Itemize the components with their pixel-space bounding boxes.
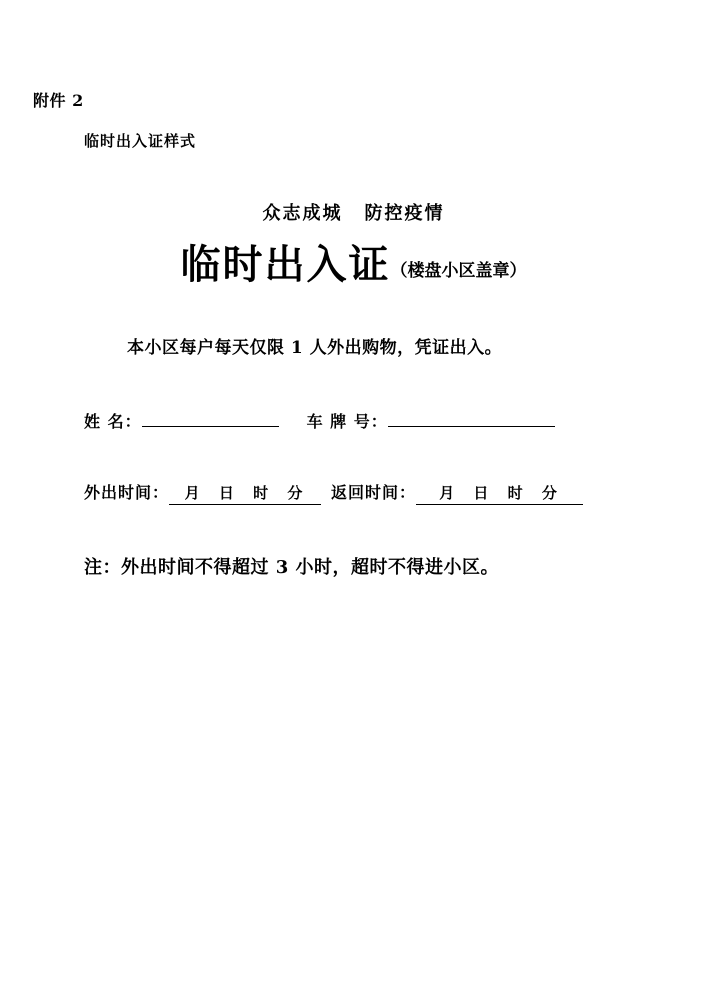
main-title-row — [0, 233, 707, 290]
slogan-left: 众志成城 — [262, 203, 343, 224]
slogan-line — [0, 199, 707, 225]
plate-input[interactable] — [388, 426, 555, 427]
out-time-label: 外出时间： — [84, 483, 170, 502]
back-time-label: 返回时间： — [331, 483, 417, 502]
attachment-label: 附件 2 — [33, 91, 84, 110]
out-time-input[interactable]: 月 日 时 分 — [169, 482, 321, 505]
time-field-row — [84, 480, 583, 505]
title-stamp-note: （楼盘小区盖章） — [390, 261, 527, 281]
name-plate-field-row — [84, 409, 555, 432]
page-title: 临时出入证 — [180, 241, 391, 288]
name-label: 姓 名： — [84, 412, 142, 431]
warning-text: 注：外出时间不得超过 3 小时，超时不得进小区。 — [84, 557, 500, 578]
document-subtitle: 临时出入证样式 — [84, 132, 197, 150]
back-time-input[interactable]: 月 日 时 分 — [416, 482, 583, 505]
notice-text: 本小区每户每天仅限 1 人外出购物，凭证出入。 — [127, 338, 503, 358]
plate-label: 车 牌 号： — [306, 412, 388, 431]
slogan-right: 防控疫情 — [364, 203, 445, 224]
name-input[interactable] — [142, 426, 279, 427]
